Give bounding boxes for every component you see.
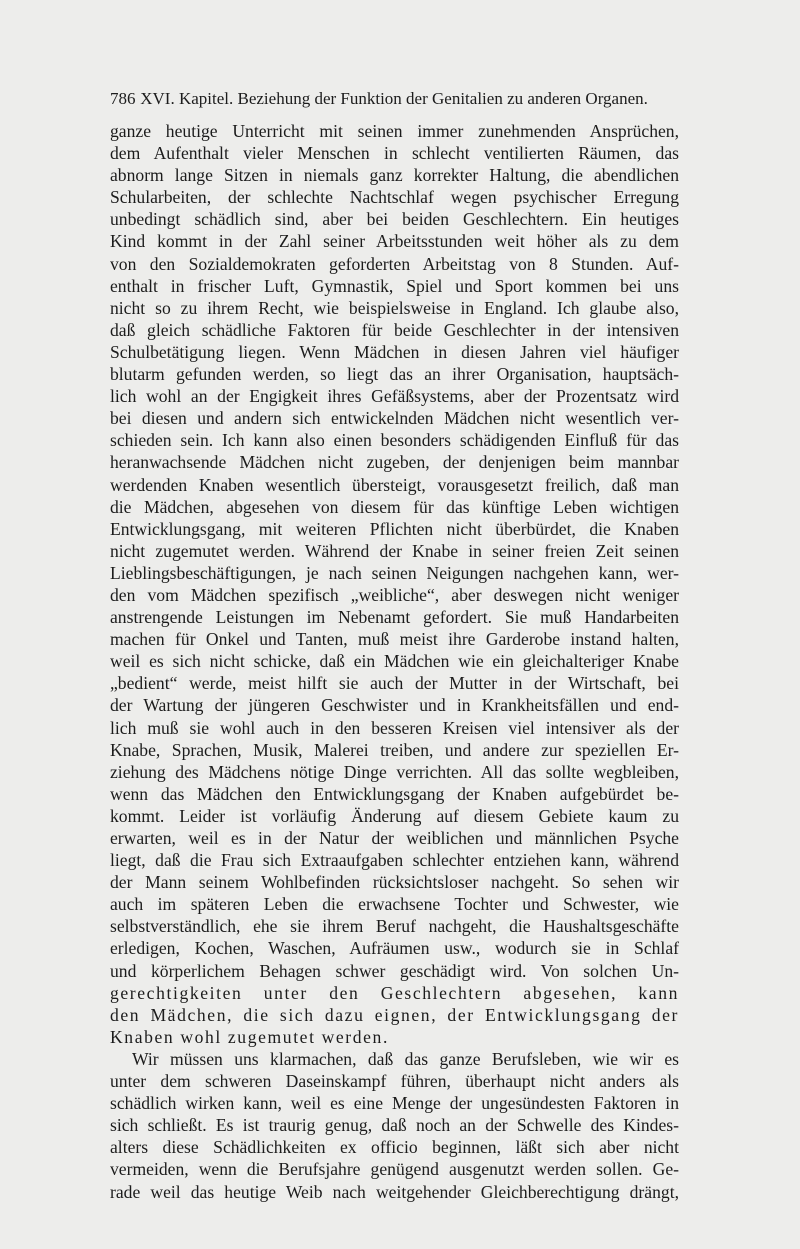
text-line: bei diesen und andern sich entwickelnden Mädchen nicht wesentlich ver- xyxy=(110,408,679,429)
text-line: anstrengende Leistungen im Nebenamt gefordert. Sie muß Handarbeiten xyxy=(110,607,679,628)
text-line: von den Sozialdemokraten geforderten Arbeitstag von 8 Stunden. Auf- xyxy=(110,253,679,274)
text-line: der Mann seinem Wohlbefinden rücksichtsloser nachgeht. So sehen wir xyxy=(110,872,679,893)
text-line: Lieblingsbeschäftigungen, je nach seinen Neigungen nachgehen kann, wer- xyxy=(110,562,679,583)
text-line: werdenden Knaben wesentlich übersteigt, vorausgesetzt freilich, daß man xyxy=(110,474,679,495)
text-line: sich schließt. Es ist traurig genug, daß noch an der Schwelle des Kindes- xyxy=(110,1115,679,1136)
text-line: enthalt in frischer Luft, Gymnastik, Spiel und Sport kommen bei uns xyxy=(110,275,679,296)
text-line: ganze heutige Unterricht mit seinen immer zunehmenden Ansprüchen, xyxy=(110,121,679,141)
text-line: Schulbetätigung liegen. Wenn Mädchen in diesen Jahren viel häufiger xyxy=(110,341,679,362)
text-line: erledigen, Kochen, Waschen, Aufräumen usw., wodurch sie in Schlaf xyxy=(110,938,679,959)
text-line: weil es sich nicht schicke, daß ein Mädchen wie ein gleichalteriger Knabe xyxy=(110,651,679,672)
text-line: vermeiden, wenn die Berufsjahre genügend ausgenutzt werden sollen. Ge- xyxy=(110,1159,679,1180)
text-line: und körperlichem Behagen schwer geschädigt wird. Von solchen Un- xyxy=(110,960,679,981)
text-line: kommt. Leider ist vorläufig Änderung auf diesem Gebiete kaum zu xyxy=(110,805,679,826)
text-line: „bedient“ werde, meist hilft sie auch der Mutter in der Wirtschaft, bei xyxy=(110,673,679,694)
text-line: abnorm lange Sitzen in niemals ganz korrekter Haltung, die abendlichen xyxy=(110,165,679,186)
running-header xyxy=(110,88,690,110)
page-number: 786 xyxy=(110,89,136,108)
text-line: blutarm gefunden werden, so liegt das an ihrer Organisation, hauptsäch- xyxy=(110,364,679,385)
body-text xyxy=(110,120,679,1203)
text-line: Kind kommt in der Zahl seiner Arbeitsstunden weit höher als zu dem xyxy=(110,231,679,252)
text-line: Schularbeiten, der schlechte Nachtschlaf wegen psychischer Erregung xyxy=(110,187,679,208)
text-line: selbstverständlich, ehe sie ihrem Beruf nachgeht, die Haushaltsgeschäfte xyxy=(110,916,679,937)
text-line: alters diese Schädlichkeiten ex officio beginnen, läßt sich aber nicht xyxy=(110,1137,679,1158)
running-title: XVI. Kapitel. Beziehung der Funktion der Genitalien zu anderen Organen. xyxy=(140,89,648,108)
text-line: nicht zugemutet werden. Während der Knabe in seiner freien Zeit seinen xyxy=(110,540,679,561)
text-line: den vom Mädchen spezifisch „weibliche“, aber deswegen nicht weniger xyxy=(110,584,679,605)
text-line: Knabe, Sprachen, Musik, Malerei treiben, und andere zur speziellen Er- xyxy=(110,739,679,760)
text-line: nicht so zu ihrem Recht, wie beispielsweise in England. Ich glaube also, xyxy=(110,297,679,318)
text-line: lich wohl an der Engigkeit ihres Gefäßsystems, aber der Prozentsatz wird xyxy=(110,386,679,407)
emphasized-text-line: den Mädchen, die sich dazu eignen, der Entwicklungsgang der xyxy=(110,1004,679,1025)
text-line: rade weil das heutige Weib nach weitgehender Gleichberechtigung drängt, xyxy=(110,1181,679,1202)
text-line: machen für Onkel und Tanten, muß meist ihre Garderobe instand halten, xyxy=(110,629,679,650)
text-line: schieden sein. Ich kann also einen besonders schädigenden Einfluß für das xyxy=(110,430,679,451)
text-line: auch im späteren Leben die erwachsene Tochter und Schwester, wie xyxy=(110,894,679,915)
paragraph-start-line: Wir müssen uns klarmachen, daß das ganze Berufsleben, wie wir es xyxy=(132,1048,679,1069)
text-line: schädlich wirken kann, weil es eine Menge der ungesündesten Faktoren in xyxy=(110,1093,679,1114)
text-line: daß gleich schädliche Faktoren für beide Geschlechter in der intensiven xyxy=(110,319,679,340)
text-line: unbedingt schädlich sind, aber bei beiden Geschlechtern. Ein heutiges xyxy=(110,209,679,230)
text-line: liegt, daß die Frau sich Extraaufgaben schlechter entziehen kann, während xyxy=(110,850,679,871)
emphasized-text-line: gerechtigkeiten unter den Geschlechtern abgesehen, kann xyxy=(110,982,679,1003)
text-line: heranwachsende Mädchen nicht zugeben, der denjenigen beim mannbar xyxy=(110,452,679,473)
text-line: der Wartung der jüngeren Geschwister und in Krankheitsfällen und end- xyxy=(110,695,679,716)
text-line: erwarten, weil es in der Natur der weiblichen und männlichen Psyche xyxy=(110,828,679,848)
emphasized-text-line: Knaben wohl zugemutet werden. xyxy=(110,1026,389,1047)
text-line: Entwicklungsgang, mit weiteren Pflichten nicht überbürdet, die Knaben xyxy=(110,518,679,539)
text-line: die Mädchen, abgesehen von diesem für das künftige Leben wichtigen xyxy=(110,496,679,517)
text-line: dem Aufenthalt vieler Menschen in schlecht ventilierten Räumen, das xyxy=(110,143,679,164)
text-line: lich muß sie wohl auch in den besseren Kreisen viel intensiver als der xyxy=(110,717,679,738)
text-line: wenn das Mädchen den Entwicklungsgang der Knaben aufgebürdet be- xyxy=(110,783,679,804)
text-line: ziehung des Mädchens nötige Dinge verrichten. All das sollte wegbleiben, xyxy=(110,761,679,782)
text-line: unter dem schweren Daseinskampf führen, überhaupt nicht anders als xyxy=(110,1071,679,1092)
